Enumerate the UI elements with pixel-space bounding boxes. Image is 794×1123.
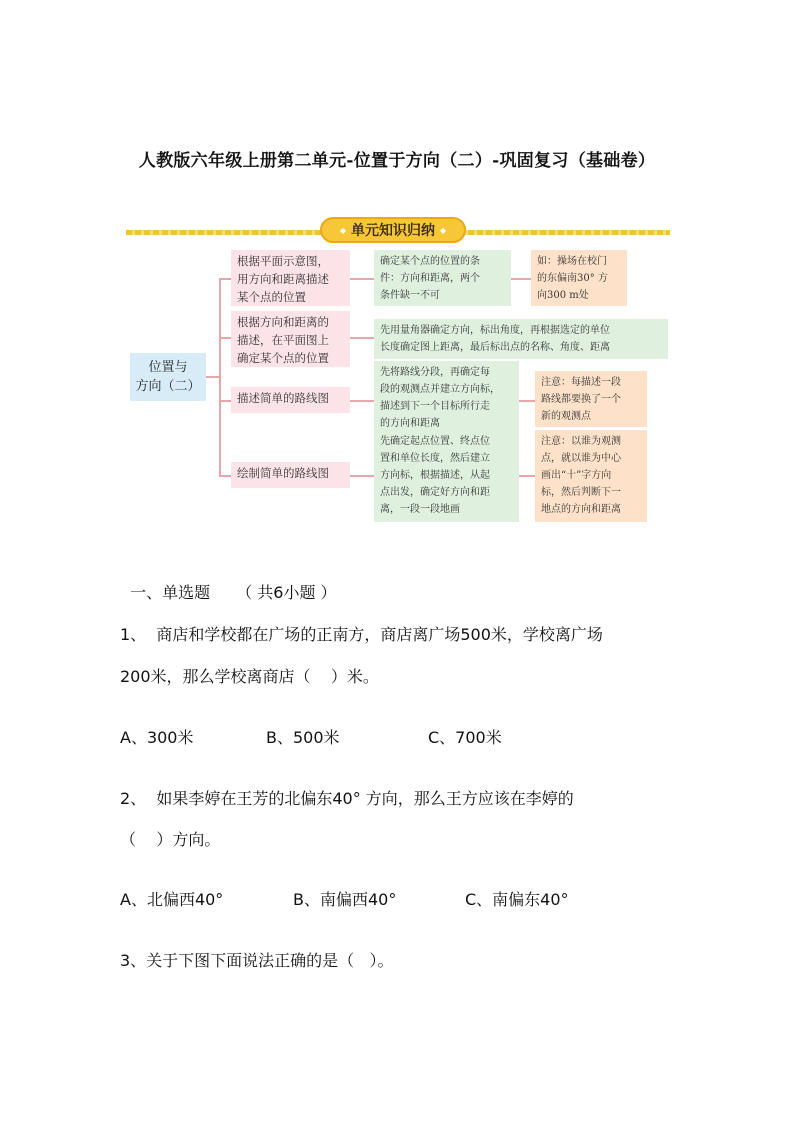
- section-heading: [120, 561, 337, 603]
- detail-line: 方向标，根据描述，从起: [380, 470, 490, 481]
- option-b[interactable]: B、500米: [266, 728, 340, 747]
- detail-line: 置和单位长度，然后建立: [380, 453, 490, 464]
- branch-2-detail: [374, 319, 668, 359]
- note-line: 点，就以谁为中心: [541, 453, 621, 464]
- option-a[interactable]: A、北偏西40°: [120, 890, 224, 909]
- option-a[interactable]: A、300米: [120, 728, 194, 747]
- connector: [519, 475, 535, 477]
- page-title: 人教版六年级上册第二单元-位置于方向（二）-巩固复习（基础卷）: [138, 151, 656, 171]
- branch-1-note: [531, 250, 627, 306]
- note-line: 路线都要换了一个: [541, 394, 621, 405]
- topic-line: 根据方向和距离的: [237, 315, 329, 329]
- note-line: 注意：以谁为观测: [541, 436, 621, 447]
- root-line: 方向（二）: [135, 379, 201, 394]
- section-title: 一、单选题: [130, 583, 211, 602]
- connector: [219, 278, 231, 280]
- topic-line: 绘制简单的路线图: [237, 466, 329, 480]
- note-line: 的东偏南30° 方: [537, 273, 608, 284]
- topic-line: 确定某个点的位置: [237, 351, 329, 365]
- connector: [350, 337, 374, 339]
- connector: [219, 278, 221, 476]
- connector: [519, 400, 535, 402]
- option-c[interactable]: C、南偏东40°: [465, 890, 569, 909]
- question-text: 2、 如果李婷在王芳的北偏东40° 方向，那么王方应该在李婷的: [120, 789, 574, 808]
- note-line: 地点的方向和距离: [541, 504, 621, 515]
- detail-line: 件：方向和距离，两个: [380, 273, 480, 284]
- knowledge-map: [122, 210, 674, 525]
- connector: [350, 400, 374, 402]
- branch-4-topic: [231, 462, 350, 488]
- option-c[interactable]: C、700米: [428, 728, 502, 747]
- topic-line: 用方向和距离描述: [237, 272, 329, 286]
- branch-4-note: [535, 430, 647, 522]
- diamond-icon: ◆: [339, 225, 346, 235]
- detail-line: 的方向和距离: [380, 418, 440, 429]
- detail-line: 先确定起点位置、终点位: [380, 436, 490, 447]
- connector: [219, 475, 231, 477]
- connector: [206, 376, 220, 378]
- topic-line: 根据平面示意图，: [237, 254, 329, 268]
- branch-3-note: [535, 371, 647, 427]
- diamond-icon: ◆: [440, 225, 447, 235]
- question-text: 1、 商店和学校都在广场的正南方，商店离广场500米，学校离广场: [120, 625, 603, 644]
- note-line: 注意：每描述一段: [541, 377, 621, 388]
- question-count: （ 共6小题 ）: [236, 583, 337, 602]
- detail-line: 点出发，确定好方向和距: [380, 487, 490, 498]
- question-text: 3、关于下图下面说法正确的是（ ）。: [120, 951, 394, 970]
- question-text: 200米，那么学校离商店（ ）米。: [120, 667, 379, 686]
- detail-line: 先将路线分段，再确定每: [380, 367, 490, 378]
- note-line: 如：操场在校门: [537, 256, 607, 267]
- detail-line: 条件缺一不可: [380, 290, 440, 301]
- detail-line: 长度确定图上距离，最后标出点的名称、角度、距离: [380, 342, 610, 353]
- note-line: 画出“十”字方向: [541, 470, 612, 481]
- connector: [350, 475, 374, 477]
- note-line: 新的观测点: [541, 411, 591, 422]
- branch-1-detail: [374, 250, 511, 306]
- topic-line: 描述，在平面图上: [237, 333, 329, 347]
- root-node: [130, 353, 206, 401]
- detail-line: 离，一段一段地画: [380, 504, 460, 515]
- root-line: 位置与: [148, 360, 188, 375]
- detail-line: 先用量角器确定方向，标出角度，再根据选定的单位: [380, 325, 610, 336]
- detail-line: 确定某个点的位置的条: [380, 256, 480, 267]
- branch-4-detail: [374, 430, 519, 522]
- branch-1-topic: [231, 250, 350, 306]
- connector: [350, 278, 374, 280]
- topic-line: 某个点的位置: [237, 290, 306, 304]
- knowledge-banner: [320, 217, 466, 243]
- topic-line: 描述简单的路线图: [237, 391, 329, 405]
- branch-3-detail: [374, 361, 519, 437]
- connector: [219, 337, 231, 339]
- question-text: （ ）方向。: [120, 830, 221, 849]
- note-line: 向300 m处: [537, 290, 589, 301]
- detail-line: 描述到下一个目标所行走: [380, 401, 490, 412]
- detail-line: 段的观测点并建立方向标，: [380, 384, 500, 395]
- option-b[interactable]: B、南偏西40°: [293, 890, 397, 909]
- banner-label: 单元知识归纳: [351, 223, 435, 239]
- branch-3-topic: [231, 387, 350, 413]
- branch-2-topic: [231, 311, 350, 367]
- connector: [219, 400, 231, 402]
- note-line: 标，然后判断下一: [541, 487, 621, 498]
- connector: [511, 278, 531, 280]
